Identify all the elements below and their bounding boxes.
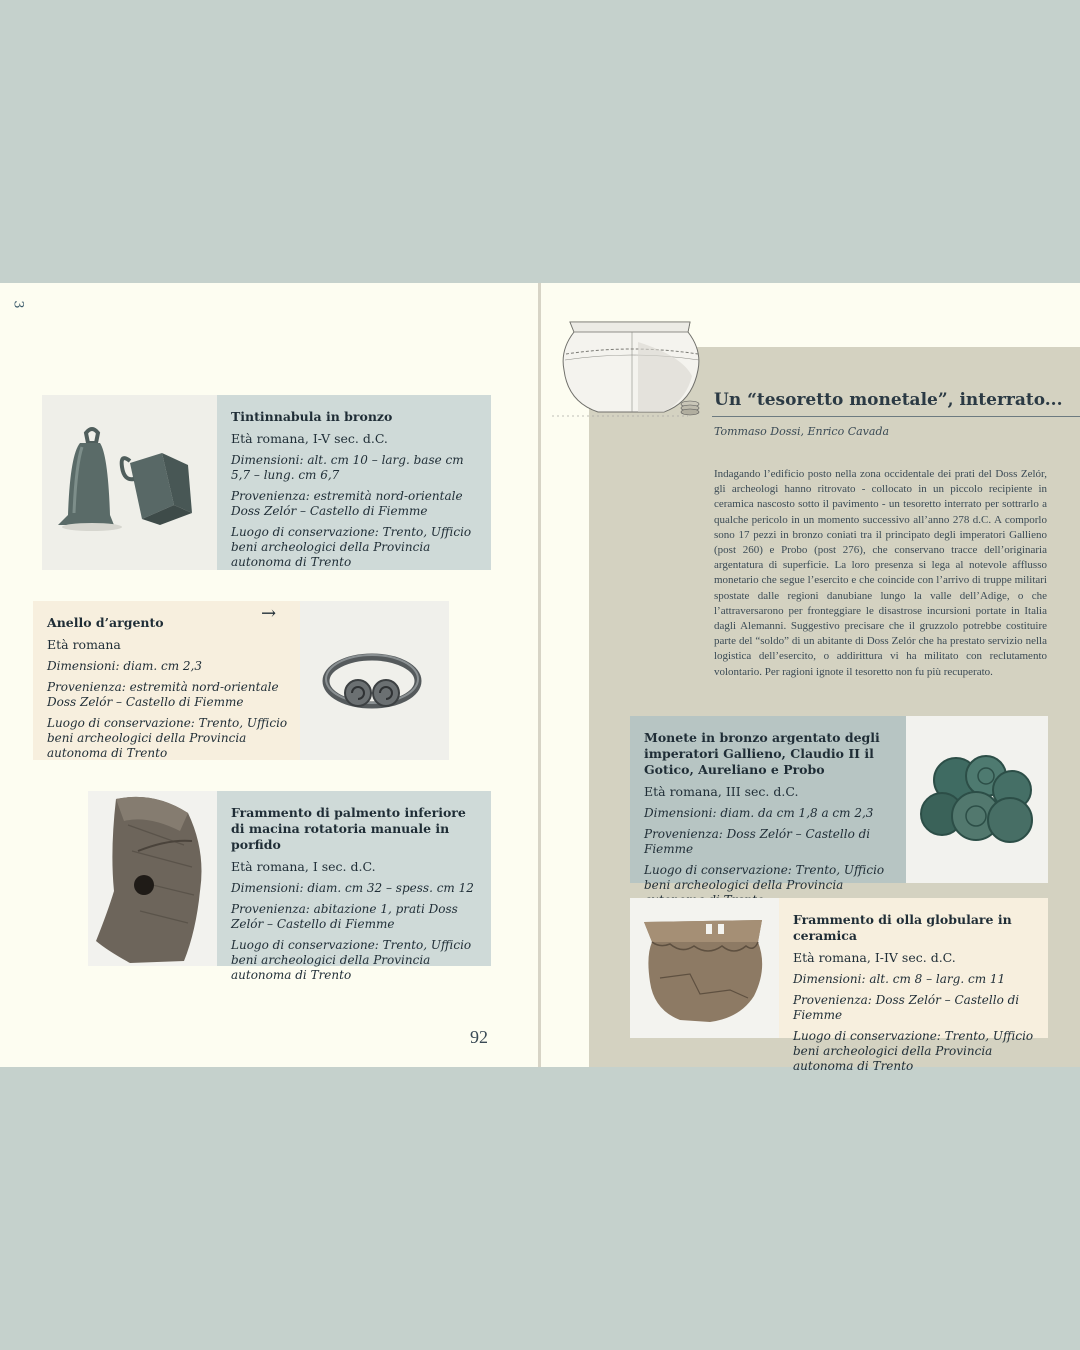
card-age: Età romana, III sec. d.C.: [644, 784, 799, 799]
card-title: Anello d’argento: [47, 615, 164, 630]
card-title: Frammento di olla globulare in ceramica: [793, 912, 1012, 943]
arrow-right-icon: →: [261, 603, 277, 624]
card-title: Frammento di palmento inferiore di macina rotatoria manuale in porfido: [231, 805, 466, 852]
artifact-card-ring: [33, 601, 449, 760]
artifact-card-coins: [630, 716, 1048, 892]
bronze-coins-icon: [906, 716, 1048, 883]
chapter-number: 3: [10, 300, 26, 309]
artifact-card-bells: [42, 395, 491, 570]
card-text: [217, 395, 491, 570]
artifact-card-millstone: [88, 791, 491, 982]
card-title: Monete in bronzo argentato degli imperatori Gallieno, Claudio II il Gotico, Aureliano e Probo: [644, 730, 880, 777]
olla-fragment-icon: [630, 898, 779, 1038]
card-age: Età romana: [47, 637, 121, 652]
bronze-bells-icon: [42, 395, 217, 570]
card-age: Età romana, I sec. d.C.: [231, 859, 376, 874]
card-text: [779, 898, 1048, 1073]
card-age: Età romana, I-V sec. d.C.: [231, 431, 388, 446]
card-dimensions: Dimensioni: diam. cm 32 – spess. cm 12: [231, 881, 474, 895]
card-text: [630, 716, 906, 892]
card-provenance: Provenienza: Doss Zelór – Castello di Fiemme: [644, 827, 871, 856]
card-location: Luogo di conservazione: Trento, Ufficio beni archeologici della Provincia autonoma di Trento: [231, 938, 472, 982]
millstone-fragment-icon: [88, 791, 217, 966]
ceramic-vessel-drawing-icon: [552, 316, 712, 422]
card-location: Luogo di conservazione: Trento, Ufficio beni archeologici della Provincia autonoma di Trento: [793, 1029, 1034, 1073]
card-dimensions: Dimensioni: diam. cm 2,3: [47, 659, 202, 673]
card-age: Età romana, I-IV sec. d.C.: [793, 950, 956, 965]
card-provenance: Provenienza: estremità nord-orientale Doss Zelór – Castello di Fiemme: [231, 489, 463, 518]
card-dimensions: Dimensioni: diam. da cm 1,8 a cm 2,3: [644, 806, 874, 820]
card-dimensions: Dimensioni: alt. cm 10 – larg. base cm 5,7 – lung. cm 6,7: [231, 453, 464, 482]
article-authors: Tommaso Dossi, Enrico Cavada: [714, 425, 890, 438]
page-number: 92: [470, 1027, 488, 1047]
card-provenance: Provenienza: Doss Zelór – Castello di Fiemme: [793, 993, 1020, 1022]
card-provenance: Provenienza: abitazione 1, prati Doss Zelór – Castello di Fiemme: [231, 902, 458, 931]
card-location: Luogo di conservazione: Trento, Ufficio beni archeologici della Provincia autonoma di Trento: [231, 525, 472, 569]
silver-ring-icon: [300, 601, 449, 760]
card-text: [33, 601, 300, 760]
card-text: [217, 791, 491, 982]
article-title: Un “tesoretto monetale”, interrato...: [714, 390, 1063, 410]
card-location: Luogo di conservazione: Trento, Ufficio beni archeologici della Provincia: [644, 863, 885, 892]
card-provenance: Provenienza: estremità nord-orientale Doss Zelór – Castello di Fiemme: [47, 680, 279, 709]
card-dimensions: Dimensioni: alt. cm 8 – larg. cm 11: [793, 972, 1006, 986]
card-title: Tintinnabula in bronzo: [231, 409, 393, 424]
artifact-card-olla: [630, 898, 1048, 1073]
card-location: Luogo di conservazione: Trento, Ufficio beni archeologici della Provincia autonoma di Trento: [47, 716, 288, 760]
title-divider: [712, 416, 1080, 417]
article-body: Indagando l’edificio posto nella zona occidentale dei prati del Doss Zelór, gli archeologi hanno ritrovato - collocato in un piccolo recipiente in ceramica nascosto sotto il pavimento - un tesoretto interrato per sottrarlo a qualche pericolo in un momento successivo all’anno 278 d.C. A comporlo sono 17 pezzi in bronzo coniati tra il principato degli imperatori Gallieno (post 260) e Probo (post 276), che conservano tracce dell’originaria argentatura di superficie. La loro presenza si lega al notevole afflusso monetario che segue l’esercito e che coincide con l’arrivo di truppe militari spostate dalle regioni danubiane lungo la valle dell’Adige, o che l’attraversarono per fronteggiare le disastrose incursioni portate in Italia dagli Alemanni. Suggestivo precisare che il gruzzolo potrebbe costituire parte del “soldo” di un abitante di Doss Zelór che ha prestato servizio nella logistica dell’esercito, o addirittura vi ha militato con reclutamento volontario. Per ragioni ignote il tesoretto non fu più recuperato.: [714, 468, 1047, 678]
